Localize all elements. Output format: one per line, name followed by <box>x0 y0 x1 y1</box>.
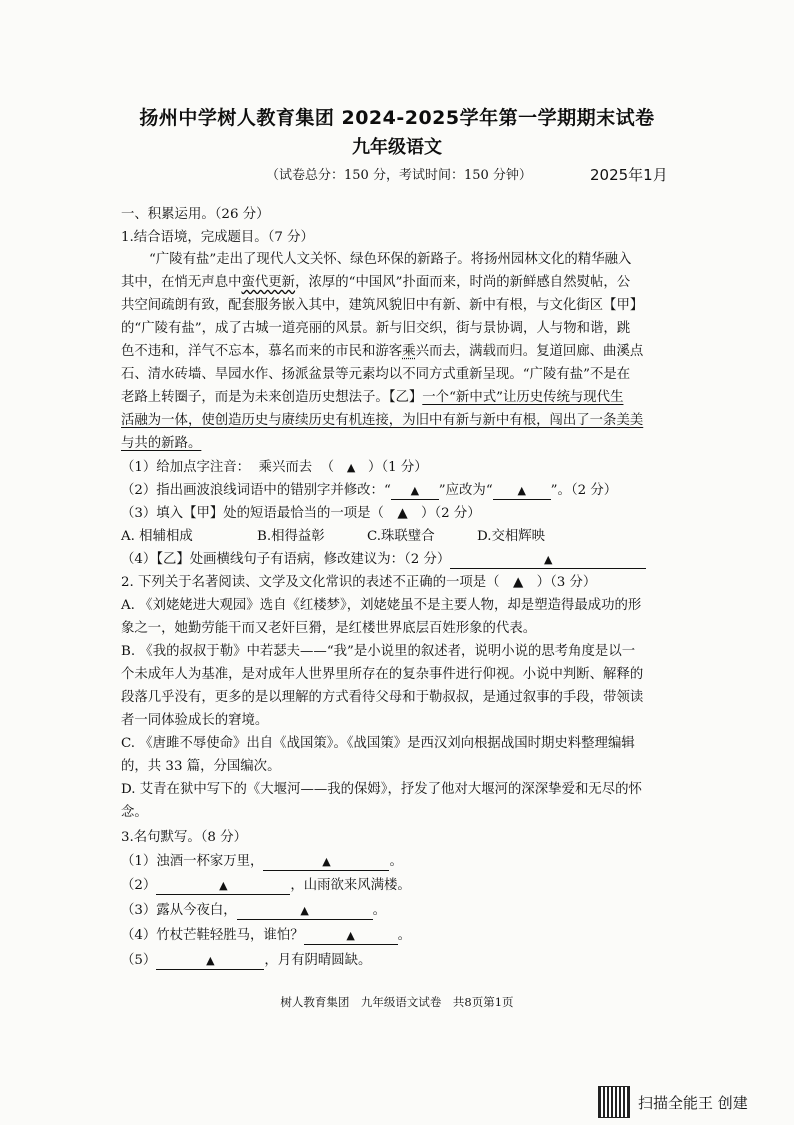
q2-option-line: 念。 <box>121 805 148 820</box>
q2-option-line: 的，共 33 篇，分国编次。 <box>121 759 281 774</box>
question-1-4: （4）【乙】处画横线句子有语病，修改建议为：（2 分） ▲ <box>121 550 646 570</box>
subject-title: 九年级语文 <box>352 137 442 158</box>
passage-line-7: 老路上转圈子，而是为未来创造历史想法子。【乙】一个“新中式”让历史传统与现代生 <box>121 390 624 405</box>
exam-date: 2025年1月 <box>590 166 668 184</box>
question-1-2: （2）指出画波浪线词语中的错别字并修改：“ ▲ ”应改为“ ▲ ”。（2 分） <box>121 483 618 498</box>
question-3: 3.名句默写。（8 分） <box>121 830 247 845</box>
passage-line-1: “广陵有盐”走出了现代人文关怀、绿色环保的新路子。将扬州园林文化的精华融入 <box>149 252 632 267</box>
answer-blank[interactable]: ▲ <box>391 483 439 500</box>
answer-marker: ▲ <box>346 461 356 474</box>
answer-blank[interactable]: ▲ <box>304 928 398 945</box>
answer-blank[interactable]: ▲ <box>450 552 646 569</box>
passage-line-3: 共空间疏朗有致，配套服务嵌入其中，建筑风貌旧中有新、新中有根，与文化街区【甲】 <box>121 298 644 313</box>
scanner-watermark <box>598 1086 748 1118</box>
passage-line-8: 活融为一体，使创造历史与赓续历史有机连接，为旧中有新与新中有根，闯出了一条美美 <box>121 413 644 428</box>
passage-line-5: 色不违和，洋气不忘本，慕名而来的市民和游客乘兴而去，满载而归。复道回廊、曲溪点 <box>121 344 644 359</box>
recitation-item-3: （3）露从今夜白， ▲ 。 <box>121 903 387 918</box>
answer-blank[interactable]: ▲ <box>156 878 290 895</box>
recitation-item-5: （5） ▲ ，月有阴晴圆缺。 <box>121 953 372 968</box>
watermark-text: 扫描全能王 创建 <box>638 1093 748 1112</box>
answer-blank[interactable]: ▲ <box>237 903 373 920</box>
qr-code-icon <box>598 1086 630 1118</box>
q2-option-line: 象之一，她勤劳能干而又老奸巨猾，是红楼世界底层百姓形象的代表。 <box>121 621 537 636</box>
dotted-character: 乘 <box>402 344 416 359</box>
recitation-item-2: （2） ▲ ，山雨欲来风满楼。 <box>121 878 411 893</box>
passage-line-2: 其中，在悄无声息中蛮代更新，浓厚的“中国风”扑面而来，时尚的新鲜感自然熨帖，公 <box>121 275 631 290</box>
passage-line-4: 的“广陵有盐”，成了古城一道亮丽的风景。新与旧交织，街与景协调，人与物和谐，跳 <box>121 321 631 336</box>
q2-option-line: C. 《唐雎不辱使命》出自《战国策》。《战国策》是西汉刘向根据战国时期史料整理编辑 <box>121 736 635 751</box>
q2-option-line: 者一同体验成长的窘境。 <box>121 713 269 728</box>
question-1-3: （3）填入【甲】处的短语最恰当的一项是（ ▲ ）（2 分） <box>121 506 481 521</box>
page-footer: 树人教育集团 九年级语文试卷 共8页第1页 <box>280 995 514 1009</box>
question-1-1: （1）给加点字注音： 乘兴而去 （ ▲ ）（1 分） <box>121 460 428 475</box>
question-2: 2. 下列关于名著阅读、文学及文化常识的表述不正确的一项是（ ▲ ）（3 分） <box>121 575 597 590</box>
question-1-3-options: A. 相辅相成 B.相得益彰 C.珠联璧合 D.交相辉映 <box>121 529 546 544</box>
recitation-item-1: （1）浊酒一杯家万里， ▲ 。 <box>121 854 403 869</box>
recitation-item-4: （4）竹杖芒鞋轻胜马，谁怕？ ▲ 。 <box>121 928 411 943</box>
wavy-underlined-word: 蛮代更新 <box>241 275 296 290</box>
q2-option-line: 段落几乎没有，更多的是以理解的方式看待父母和于勒叔叔，是通过叙事的手段，带领读 <box>121 690 644 705</box>
underlined-sentence: 一个“新中式”让历史传统与现代生 <box>422 390 624 405</box>
school-title: 扬州中学树人教育集团 2024-2025学年第一学期期末试卷 <box>139 107 655 129</box>
answer-blank[interactable]: ▲ <box>156 953 264 970</box>
answer-blank[interactable]: ▲ <box>263 854 389 871</box>
answer-blank[interactable]: ▲ <box>493 483 551 500</box>
q2-option-line: B. 《我的叔叔于勒》中若瑟夫——“我”是小说里的叙述者，说明小说的思考角度是以一 <box>121 644 636 659</box>
question-1-intro: 1.结合语境，完成题目。（7 分） <box>121 230 314 245</box>
passage-line-6: 石、清水砖墙、旱园水作、扬派盆景等元素均以不同方式重新呈现。“广陵有盐”不是在 <box>121 367 631 382</box>
q2-option-line: A. 《刘姥姥进大观园》选自《红楼梦》，刘姥姥虽不是主要人物，却是塑造得最成功的形 <box>121 598 642 613</box>
score-time-info: （试卷总分：150 分，考试时间：150 分钟） <box>266 168 532 183</box>
section-heading: 一、积累运用。（26 分） <box>121 207 270 222</box>
q2-option-line: D. 艾青在狱中写下的《大堰河——我的保姆》，抒发了他对大堰河的深深挚爱和无尽的怀 <box>121 782 642 797</box>
passage-line-9: 与共的新路。 <box>121 436 202 451</box>
q2-option-line: 个未成年人为基准，是对成年人世界里所存在的复杂事件进行仰视。小说中判断、解释的 <box>121 667 644 682</box>
